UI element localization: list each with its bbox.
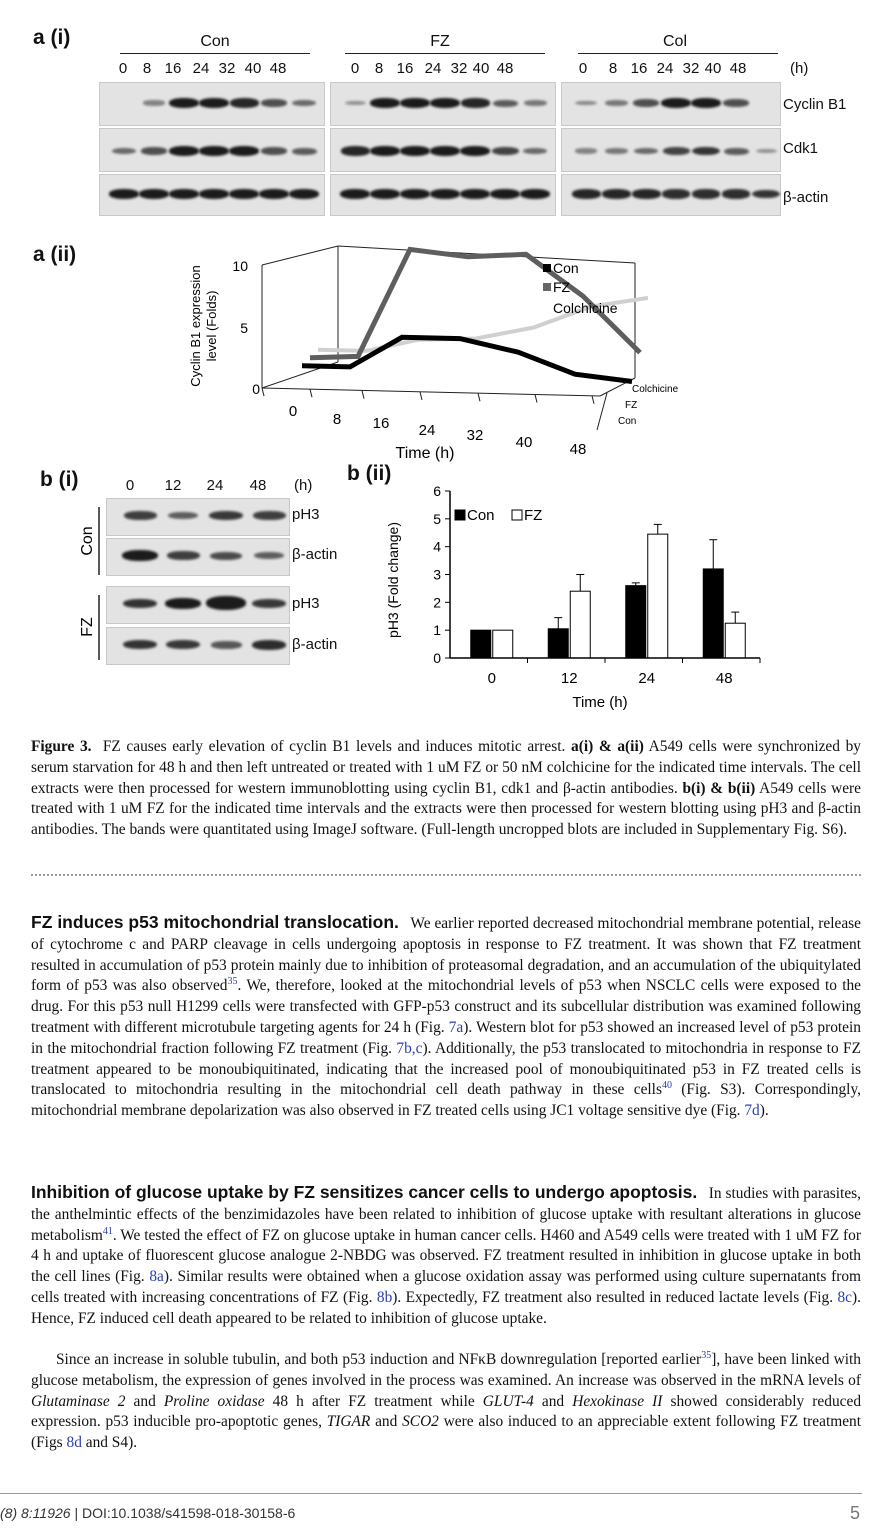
footer-doi: | DOI:10.1038/s41598-018-30158-6 (74, 1505, 296, 1521)
group-line-fz (345, 53, 545, 54)
dotted-separator (31, 874, 861, 876)
panel-label-b-i: b (i) (40, 468, 79, 491)
body-text: ). Similar results were obtained when a glucose oxidation assay was performed using culture supernatants from cells treated with increasing concentrations of FZ (Fig. (31, 1268, 861, 1306)
x-tick (535, 395, 537, 403)
blot-band (143, 100, 165, 105)
x-tick (420, 392, 422, 400)
blot-band (124, 511, 157, 520)
blot-band (523, 148, 547, 154)
protein-label-cdk1: Cdk1 (783, 140, 819, 157)
blot-band (109, 189, 139, 199)
lane-label-a-i: 40 (472, 60, 490, 77)
x-tick-label: 0 (487, 670, 496, 687)
blot-band (259, 189, 289, 199)
panel-label-b-ii: b (ii) (347, 462, 392, 485)
blot-panel (561, 174, 781, 216)
blot-band (430, 189, 460, 199)
bar-con (626, 586, 646, 658)
body-text: and (125, 1392, 164, 1410)
blot-band (292, 148, 317, 155)
blot-band (605, 148, 628, 154)
blot-band (169, 146, 199, 156)
x-tick-label: 8 (332, 411, 342, 428)
body-text: and (533, 1392, 573, 1410)
caption-text-2: A549 cells were synchronized by serum starvation for 48 h and then left untreated or treated with 1 uM FZ or 50 nM colchicine for the indicated time intervals. The cell extracts were then processed for western immunoblotting using cyclin B1, cdk1 and β-actin antibodies. (31, 738, 861, 797)
figure-link[interactable]: 7a (448, 1018, 464, 1036)
protein-label-cyclin-b1: Cyclin B1 (783, 96, 847, 113)
x-tick (310, 389, 312, 397)
lane-label-a-i: 48 (269, 60, 287, 77)
blot-band (168, 512, 199, 519)
x-tick-label: 0 (288, 403, 298, 420)
citation-link[interactable]: 35 (701, 1349, 712, 1361)
y-tick-label: 6 (433, 483, 441, 499)
blot-band (492, 147, 519, 155)
x-tick-label: 40 (515, 434, 533, 451)
cyclin-b1-3d-line-chart (0, 230, 882, 466)
x-tick-label: 24 (418, 422, 436, 439)
protein-label-ph3-fz: pH3 (292, 595, 320, 612)
body-text: . We, therefore, looked at the mitochondrial levels of p53 when NSCLC cells were exposed to the drug. For this p53 null H1299 cells were transfected with GFP-p53 construct and its subcellular distribution was examined following treatment with different microtubule targeting agents for 24 h (Fig. (31, 977, 861, 1036)
bar-fz (725, 623, 745, 658)
legend-swatch-con (543, 264, 551, 272)
blot-band (520, 189, 550, 199)
blot-band (370, 189, 400, 199)
citation-link[interactable]: 41 (102, 1225, 113, 1237)
panel-label-a-i: a (i) (33, 26, 71, 49)
blot-band (400, 98, 430, 108)
y-tick-label: 0 (433, 650, 441, 666)
b-i-group-brackets (74, 505, 104, 665)
blot-band (662, 189, 691, 198)
body-text: In studies with parasites, the anthelmintic effects of the benzimidazoles have been related to inhibition of glucose uptake with resultant alterations in glucose metabolism (31, 1185, 862, 1244)
body-text: ], have been linked with glucose metabolism, the expression of genes involved in the process was examined. An increase was observed in the mRNA levels of (31, 1351, 861, 1389)
x-tick-label: 12 (560, 670, 578, 687)
figure-link[interactable]: 8d (66, 1434, 82, 1452)
group-line-con (120, 53, 310, 54)
y-tick-label: 1 (433, 622, 441, 639)
gene-name: GLUT-4 (482, 1392, 534, 1410)
blot-band (292, 100, 316, 106)
y-tick-5: 5 (240, 320, 248, 336)
blot-band (524, 100, 547, 106)
x-axis-label: Time (h) (395, 445, 455, 462)
blot-band (123, 599, 157, 609)
group-line-col (578, 53, 778, 54)
body-text: (Fig. S3). Correspondingly, mitochondrial membrane depolarization was also observed in FZ treated cells using JC1 voltage sensitive dye (Fig. (31, 1081, 861, 1120)
lane-label-a-i: 24 (656, 60, 674, 77)
body-text: ). Expectedly, FZ treatment also resulted in reduced lactate levels (Fig. (392, 1288, 838, 1306)
figure-link[interactable]: 8b (376, 1288, 393, 1306)
lane-label-a-i: 48 (496, 60, 514, 77)
body-text: We earlier reported decreased mitochondrial membrane potential, release of cytochrome c and PARP cleavage in cells undergoing apoptosis in response to FZ treatment. It was shown that FZ treatment resulted in accumulation of p53 protein mainly due to inhibition of proteasomal degradation, and an accumulation of the ubiquitylated form of p53 was also observed (31, 915, 862, 995)
blot-band (252, 640, 287, 650)
blot-band (632, 189, 661, 198)
body-text: ). Additionally, the p53 translocated to mitochondria in response to FZ treatment appeared to be monoubiquitinated, indicating that the increased pool of monoubiquitinated p53 in FZ treated cells is translocated to mitochondria resulting in the mitochondrial cell death pathway in these cells (31, 1039, 861, 1099)
gene-name: Hexokinase II (572, 1392, 663, 1410)
depth-label-fz: FZ (625, 400, 638, 411)
y-tick-label: 3 (433, 566, 441, 583)
y-axis-label: pH3 (Fold change) (385, 522, 401, 638)
legend-swatch-fz (543, 283, 551, 291)
section-heading-glucose: Inhibition of glucose uptake by FZ sensitizes cancer cells to undergo apoptosis. (31, 1182, 698, 1202)
panel-label-a-ii: a (ii) (33, 243, 77, 266)
caption-bold-1: a(i) & a(ii) (571, 738, 644, 755)
blot-panel (99, 128, 325, 172)
protein-label-ph3-con: pH3 (292, 506, 320, 523)
lane-label-b-i: 12 (164, 477, 182, 494)
blot-band (112, 148, 136, 154)
blot-band (252, 599, 286, 608)
blot-band (210, 552, 242, 560)
caption-bold-2: b(i) & b(ii) (682, 779, 756, 797)
blot-band (663, 147, 690, 155)
x-tick (478, 393, 480, 401)
bars-group (471, 524, 746, 658)
lane-label-a-i: 32 (450, 60, 468, 77)
legend-swatch-fz (512, 510, 522, 520)
blot-band (165, 598, 201, 609)
lane-label-a-i: 0 (118, 60, 128, 77)
caption-text-3: A549 cells were treated with 1 uM FZ for the indicated time intervals and the extracts were then processed for western blotting using pH3 and β-actin antibodies. The bands were quantitated using ImageJ software. (Full-length uncropped blots are included in Supplementary Fig. S6). (31, 779, 861, 839)
blot-band (692, 189, 721, 198)
blot-band (123, 640, 157, 650)
blot-panel (99, 82, 325, 126)
blot-band (345, 101, 366, 106)
footer-volume: (8) 8:11926 (0, 1505, 71, 1521)
chart-wall (262, 246, 635, 392)
blot-band (633, 99, 659, 107)
blot-band (692, 147, 720, 156)
legend-label-con: Con (553, 260, 579, 276)
lane-label-a-i: 8 (374, 60, 384, 77)
x-tick-label: 48 (569, 441, 587, 458)
x-tick (262, 388, 264, 396)
blot-band (230, 98, 259, 107)
legend-label-fz: FZ (524, 507, 543, 524)
blot-band (253, 511, 286, 520)
legend-swatch-con (455, 510, 465, 520)
blot-panel (330, 82, 556, 126)
citation-link[interactable]: 40 (661, 1080, 672, 1092)
blot-band (261, 99, 287, 107)
y-tick-10: 10 (232, 258, 248, 274)
x-tick-label: 16 (372, 415, 390, 432)
caption-text-1: FZ causes early elevation of cyclin B1 levels and induces mitotic arrest. (102, 738, 566, 755)
blot-band (206, 596, 246, 610)
blot-band (691, 98, 721, 108)
blot-band (370, 146, 400, 156)
y-tick-label: 5 (433, 510, 441, 527)
blot-band (724, 148, 749, 155)
lane-label-a-i: 16 (396, 60, 414, 77)
blot-band (605, 100, 628, 106)
blot-band (229, 146, 259, 156)
lane-label-a-i: 32 (682, 60, 700, 77)
blot-band (169, 189, 199, 199)
blot-band (756, 149, 777, 154)
blot-band (602, 189, 631, 198)
blot-panel (106, 627, 290, 665)
section-glucose-paragraph-2 (31, 1350, 861, 1454)
footer-citation (0, 1505, 295, 1521)
gene-name: SCO2 (402, 1413, 439, 1431)
lane-label-a-i: 24 (192, 60, 210, 77)
lane-label-a-i: 40 (244, 60, 262, 77)
blot-band (254, 552, 285, 559)
footer-rule (0, 1493, 862, 1494)
group-label-fz-b: FZ (79, 617, 96, 637)
blot-panel (106, 498, 290, 536)
lane-label-a-i: 0 (350, 60, 360, 77)
lane-label-a-i: 24 (424, 60, 442, 77)
group-label-con: Con (200, 33, 230, 50)
blot-band (400, 189, 430, 199)
blot-band (340, 189, 370, 199)
gene-name: TIGAR (326, 1413, 371, 1431)
body-text: were also induced to an appreciable extent following FZ treatment (Figs (31, 1413, 861, 1452)
lane-label-a-i: 8 (142, 60, 152, 77)
lane-label-a-i: 16 (630, 60, 648, 77)
blot-band (167, 551, 200, 560)
blot-band (141, 147, 167, 155)
blot-band (166, 640, 200, 649)
y-tick-label: 2 (433, 594, 441, 611)
lane-label-b-i: 48 (249, 477, 267, 494)
bar-con (471, 630, 491, 658)
body-text: . We tested the effect of FZ on glucose uptake in human cancer cells. H460 and A549 cells were treated with 1 uM FZ for 4 h and uptake of fluorescent glucose analogue 2-NBDG was observed. FZ treatment resulted in inhibition in glucose uptake in both the cell lines (Fig. (31, 1226, 861, 1286)
blot-band (289, 189, 319, 199)
legend-label-con: Con (467, 507, 495, 524)
legend-label-colchicine: Colchicine (553, 300, 618, 316)
depth-label-colchicine: Colchicine (632, 384, 679, 395)
blot-panel (561, 82, 781, 126)
body-text: ). (759, 1102, 769, 1120)
lane-label-b-i: 24 (206, 477, 224, 494)
bar-fz (493, 630, 513, 658)
blot-band (461, 98, 490, 107)
figure-link[interactable]: 8c (837, 1288, 853, 1306)
blot-band (575, 101, 597, 106)
figure-link[interactable]: 8a (149, 1268, 164, 1286)
time-unit-b-i: (h) (294, 477, 313, 494)
protein-label-actin-fz: β-actin (292, 636, 338, 653)
blot-band (209, 511, 243, 520)
figure-link[interactable]: 7b,c (396, 1039, 423, 1057)
x-tick (592, 396, 594, 404)
lane-label-a-i: 0 (578, 60, 588, 77)
depth-label-con: Con (618, 416, 637, 427)
lane-label-a-i: 32 (218, 60, 236, 77)
body-text: ). Hence, FZ induced cell death appeared to be related to inhibition of glucose uptake. (31, 1288, 861, 1327)
blot-band (430, 98, 460, 108)
blot-band (490, 189, 520, 199)
group-label-con-b: Con (79, 526, 96, 556)
blot-band (723, 99, 749, 107)
blot-band (493, 100, 518, 107)
page-number: 5 (850, 1503, 861, 1523)
legend-label-fz: FZ (553, 279, 571, 295)
x-tick-label: 32 (466, 427, 484, 444)
blot-band (634, 148, 658, 154)
blot-panel (561, 128, 781, 172)
y-tick-0: 0 (252, 381, 260, 397)
protein-label-beta-actin: β-actin (783, 189, 829, 206)
time-unit-a-i: (h) (790, 60, 809, 77)
body-text: and S4). (81, 1434, 138, 1452)
bar-con (548, 629, 568, 658)
body-text: 48 h after FZ treatment while (264, 1392, 483, 1410)
blot-band (400, 146, 430, 156)
body-text: and (370, 1413, 403, 1431)
x-tick (362, 391, 364, 399)
y-axis-label-line2: level (Folds) (204, 290, 219, 362)
blot-panel (99, 174, 325, 216)
y-tick-label: 4 (433, 538, 441, 555)
group-label-fz: FZ (430, 33, 450, 50)
bar-fz (648, 534, 668, 658)
citation-link[interactable]: 35 (227, 976, 238, 988)
caption-label: Figure 3. (31, 738, 92, 755)
lane-label-a-i: 8 (608, 60, 618, 77)
x-ticks (488, 658, 760, 687)
section-heading-p53: FZ induces p53 mitochondrial translocation. (31, 912, 399, 932)
body-text: showed considerably reduced expression. p53 inducible pro-apoptotic genes, (31, 1392, 862, 1431)
blot-band (199, 189, 229, 199)
figure-caption (31, 737, 861, 841)
section-glucose-uptake (31, 1182, 861, 1330)
x-tick-label: 48 (715, 670, 733, 687)
gene-name: Glutaminase 2 (31, 1392, 126, 1410)
blot-band (460, 189, 490, 199)
lane-label-b-i: 0 (125, 477, 135, 494)
blot-band (211, 641, 242, 649)
group-label-col: Col (662, 33, 687, 50)
blot-band (199, 98, 229, 108)
figure-link[interactable]: 7d (744, 1102, 760, 1120)
blot-band (122, 550, 158, 561)
lane-label-a-i: 40 (704, 60, 722, 77)
blot-band (370, 98, 400, 108)
protein-label-actin-con: β-actin (292, 546, 338, 563)
blot-band (661, 98, 691, 108)
blot-band (722, 189, 751, 198)
blot-panel (330, 128, 556, 172)
blot-panel (106, 538, 290, 576)
blot-band (575, 148, 597, 153)
lane-label-a-i: 48 (729, 60, 747, 77)
section-p53-translocation (31, 912, 861, 1122)
ph3-bar-chart (370, 475, 780, 720)
blot-band (229, 189, 259, 199)
blot-panel (330, 174, 556, 216)
blot-band (460, 146, 490, 156)
y-axis-label-line1: Cyclin B1 expression (188, 265, 203, 387)
gene-name: Proline oxidase (163, 1392, 265, 1410)
bar-fz (570, 591, 590, 658)
blot-panel (106, 586, 290, 624)
depth-axis-line (597, 393, 607, 430)
body-text: Since an increase in soluble tubulin, and both p53 induction and NFκB downregulation [reported earlier (56, 1351, 702, 1368)
blot-band (341, 146, 370, 155)
blot-band (139, 189, 169, 199)
blot-band (752, 190, 780, 199)
lane-label-a-i: 16 (164, 60, 182, 77)
blot-band (430, 146, 460, 156)
blot-band (199, 146, 229, 156)
bar-con (703, 569, 723, 658)
blot-band (572, 189, 601, 198)
x-tick-label: 24 (638, 670, 656, 687)
blot-band (169, 98, 199, 108)
body-text: ). Western blot for p53 showed an increased level of p53 protein in the mitochondrial fraction following FZ treatment (Fig. (31, 1018, 861, 1057)
x-axis-label: Time (h) (572, 694, 628, 711)
blot-band (261, 147, 287, 155)
